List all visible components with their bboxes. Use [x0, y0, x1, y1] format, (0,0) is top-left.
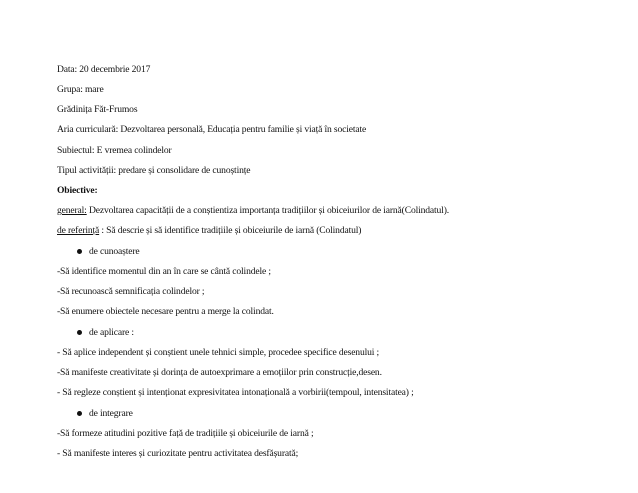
bullet-icon — [77, 249, 82, 254]
kindergarten-line: Grădinița Făt-Frumos — [57, 104, 138, 115]
general-objective-line — [57, 205, 449, 216]
application-item-3: - Să regleze conștient și intenționat expresivitatea intonațională a vorbirii(tempoul, intensitatea) ; — [57, 387, 414, 398]
knowledge-item-3: -Să enumere obiectele necesare pentru a merge la colindat. — [57, 306, 274, 317]
activity-type-line: Tipul activității: predare și consolidare de cunoștințe — [57, 165, 251, 176]
knowledge-item-2: -Să recunoască semnificația colindelor ; — [57, 286, 205, 297]
reference-text: : Să descrie și să identifice tradițiile și obiceiurile de iarnă (Colindatul) — [99, 225, 362, 236]
integration-item-2: - Să manifeste interes și curiozitate pentru activitatea desfășurată; — [57, 448, 299, 459]
subject-line: Subiectul: E vremea colindelor — [57, 145, 172, 156]
bullet-application: de aplicare : — [89, 327, 134, 338]
application-item-2: -Să manifeste creativitate și dorința de autoexprimare a emoțiilor prin construcție,desen. — [57, 367, 382, 378]
objectives-heading: Obiective: — [57, 185, 98, 196]
bullet-knowledge: de cunoaștere — [89, 246, 140, 257]
knowledge-item-1: -Să identifice momentul din an în care se cântă colindele ; — [57, 266, 271, 277]
date-line: Data: 20 decembrie 2017 — [57, 64, 151, 75]
bullet-icon — [77, 411, 82, 416]
reference-objective-line — [57, 225, 361, 236]
general-text: Dezvoltarea capacității de a conștientiza importanța tradițiilor și obiceiurilor de iarnă(Colindatul). — [86, 205, 449, 216]
group-line: Grupa: mare — [57, 84, 104, 95]
curricular-area-line: Aria curriculară: Dezvoltarea personală, Educația pentru familie și viață în societate — [57, 124, 367, 135]
application-item-1: - Să aplice independent și conștient unele tehnici simple, procedee specifice desenului ; — [57, 347, 380, 358]
bullet-integration: de integrare — [89, 408, 133, 419]
reference-label: de referință — [57, 225, 100, 236]
general-label: general: — [57, 205, 87, 216]
bullet-icon — [77, 330, 82, 335]
integration-item-1: -Să formeze atitudini pozitive față de tradițiile și obiceiurile de iarnă ; — [57, 428, 314, 439]
